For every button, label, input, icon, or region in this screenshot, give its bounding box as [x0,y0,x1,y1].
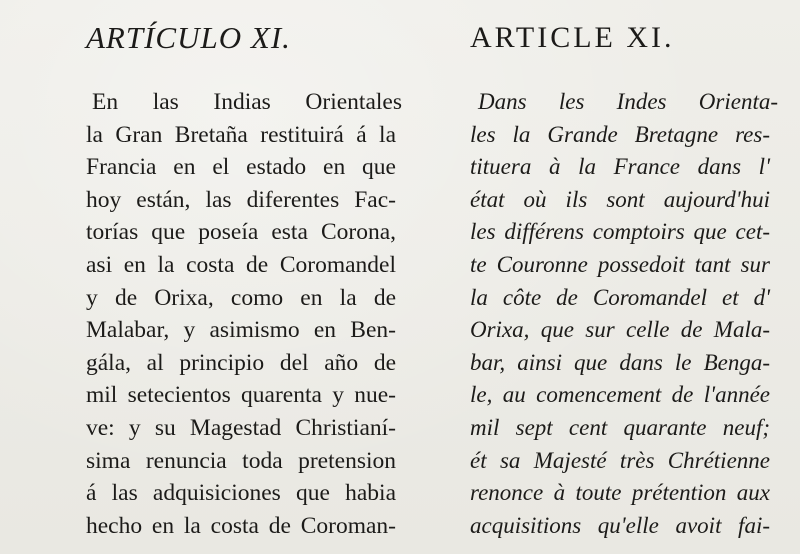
text-line: torías que poseía esta Corona, [86,219,396,246]
text-line: te Couronne possedoit tant sur [470,251,770,277]
text-line: mil sept cent quarante neuf; [470,414,770,440]
text-line: hoy están, las diferentes Fac- [86,186,396,213]
text-line: En las Indias Orientales [92,89,402,115]
text-line: les différens comptoirs que cet- [470,219,770,245]
spanish-text-block [86,86,402,542]
text-line: tituera à la France dans l' [470,154,770,180]
spanish-column [86,0,402,554]
text-line: asi en la costa de Coromandel [86,251,396,278]
french-article-heading: ARTICLE XI. [470,21,675,54]
text-line: la côte de Coromandel et d' [470,284,770,310]
text-line: á las adquisiciones que habia [86,480,396,507]
text-line: gála, al principio del año de [86,349,396,376]
text-line: mil setecientos quarenta y nue- [86,382,396,409]
text-line: Francia en el estado en que [86,154,396,181]
text-line: hecho en la costa de Coroman- [86,512,396,539]
text-line: acquisitions qu'elle avoit fai- [470,512,770,538]
text-line: Dans les Indes Orienta- [478,89,778,114]
text-line: la Gran Bretaña restituirá á la [86,121,396,148]
text-line: ét sa Majesté très Chrétienne [470,447,770,473]
text-line: ve: y su Magestad Christianí- [86,414,396,441]
text-line: Orixa, que sur celle de Mala- [470,317,770,343]
text-line: bar, ainsi que dans le Benga- [470,349,770,375]
french-text-block [470,86,778,542]
text-line: Malabar, y asimismo en Ben- [86,317,396,344]
text-line: sima renuncia toda pretension [86,447,396,474]
text-line: les la Grande Bretagne res- [470,121,770,147]
text-line: renonce à toute prétention aux [470,480,770,506]
french-column [470,0,778,554]
text-line: état où ils sont aujourd'hui [470,186,770,212]
spanish-article-heading: ARTÍCULO XI. [86,20,291,55]
text-line: le, au comencement de l'année [470,382,770,408]
text-line: y de Orixa, como en la de [86,284,396,311]
